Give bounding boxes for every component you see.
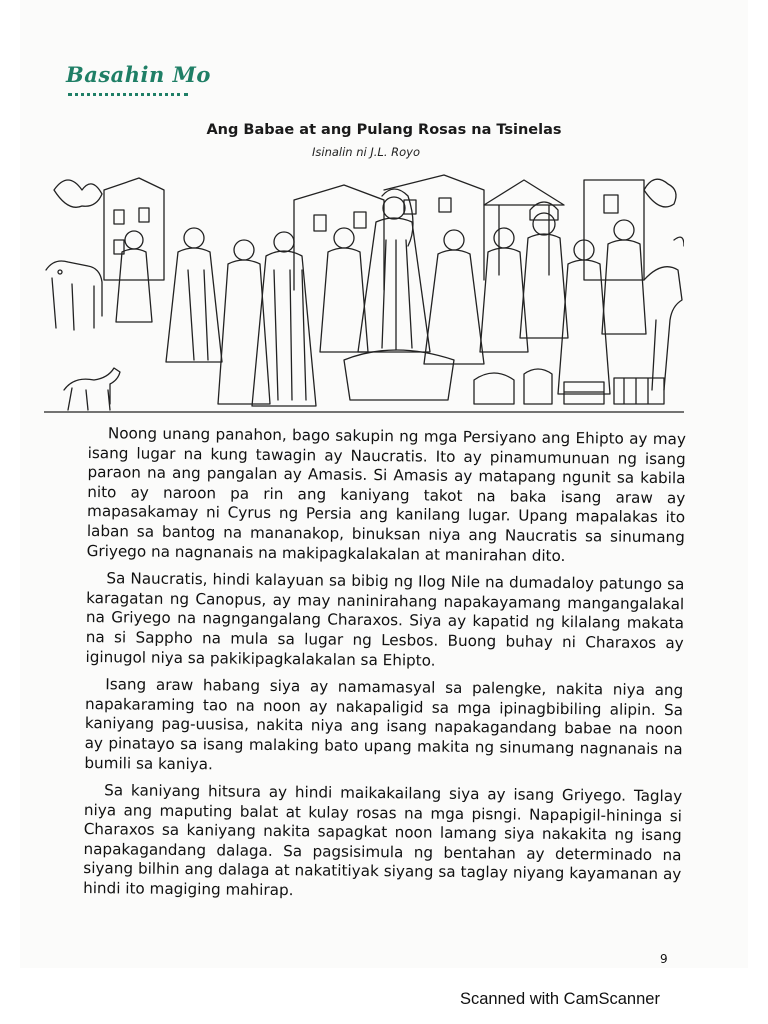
story-paragraph-2: Sa Naucratis, hindi kalayuan sa bibig ng Ilog Nile na dumadaloy patungo sa karagatan ng Canopus, ay may naninirahang napakayamang mangangalakal na Griyego na nagngangalang Charaxos. Siya ay kapatid ng kilalang makata na si Sappho na mula sa lugar ng Lesbos. Buong buhay ni Charaxos ay iginugol niya sa pakikipagkalakalan sa Ehipto. <box>85 569 685 670</box>
story-title: Ang Babae at ang Pulang Rosas na Tsinelas <box>206 122 562 138</box>
translator-byline: Isinalin ni J.L. Royo <box>312 145 421 159</box>
section-label-underline <box>68 93 188 96</box>
story-paragraph-1: Noong unang panahon, bago sakupin ng mga Persiyano ang Ehipto ay may isang lugar na kung tawagin ay Naucratis. Ito ay pinamumunuan ng isang paraon na ang pangalan ay Amasis. Si Amasis ay matapang ngunit sa kabila nito ay naroon pa rin ang kaniyang takot na baka isang araw ay mapasakamay ni Cyrus ng Persia ang kanilang lugar. Upang mapalakas ito laban sa bantog na mananakop, binuksan niya ang Naucratis sa sinumang Griyego na nagnanais na makipagkalakalan at manirahan dito. <box>86 424 686 565</box>
camscanner-watermark: Scanned with CamScanner <box>460 990 660 1008</box>
story-paragraph-3: Isang araw habang siya ay namamasyal sa palengke, nakita niya ang napakaraming tao na noon ay nakapaligid sa mga ipinagbibiling alipin. Sa kaniyang pag-uusisa, nakita niya ang isang napakagandang babae na noon ay pinatayo sa isang malaking bato upang makita ng sinumang nagnanais na bumili sa kaniya. <box>84 675 684 773</box>
section-label: Basahin Mo <box>66 62 211 87</box>
story-body <box>83 424 686 913</box>
marketplace-illustration-icon <box>44 160 684 414</box>
page-number: 9 <box>660 952 668 966</box>
story-paragraph-4: Sa kaniyang hitsura ay hindi maikakailang siya ay isang Griyego. Taglay niya ang maputing balat at kulay rosas na mga pisngi. Napapigil-hininga si Charaxos sa kaniyang nakita sapagkat noon lamang siya nakakita ng isang napakagandang dalaga. Sa pagsisimula ng bentahan ay determinado na siyang bilhin ang dalaga at nakatitiyak siyang sa taglay niyang kayamanan ay hindi ito magiging mahirap. <box>83 781 683 900</box>
